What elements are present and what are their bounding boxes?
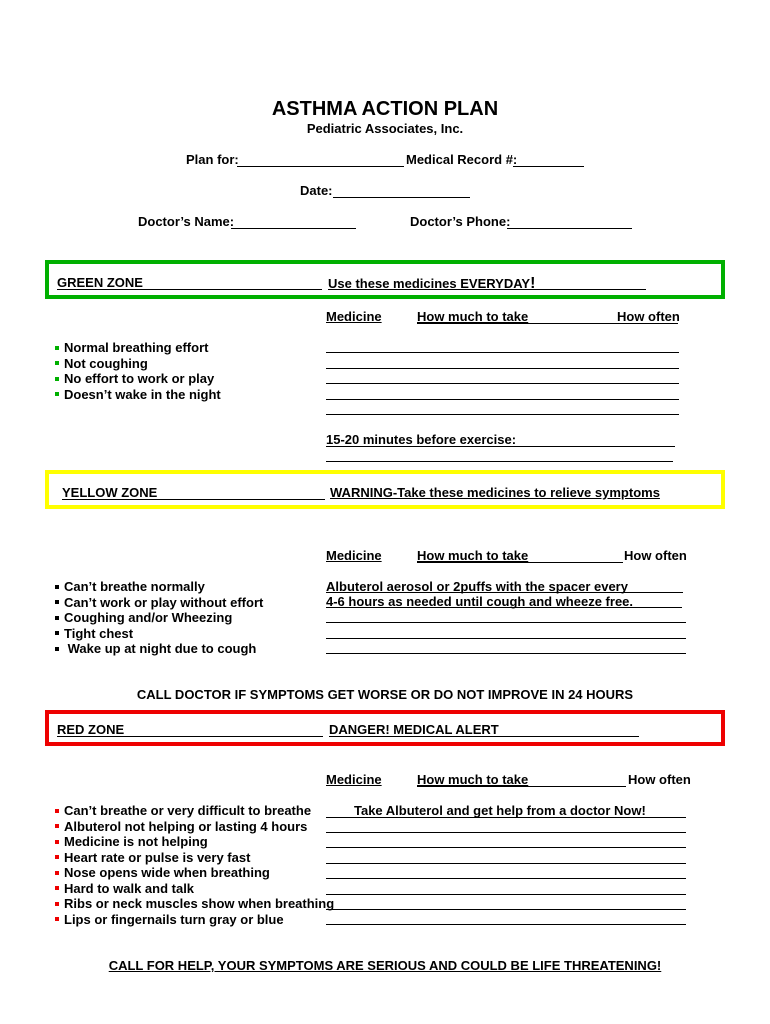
bullet-icon xyxy=(55,361,59,365)
red-med-line[interactable] xyxy=(326,847,686,848)
bullet-icon xyxy=(55,917,59,921)
red-symptom-text: Heart rate or pulse is very fast xyxy=(64,849,251,865)
red-med-line[interactable] xyxy=(326,909,686,910)
yellow-med-line[interactable] xyxy=(326,653,686,654)
green-symptom-text: No effort to work or play xyxy=(64,371,215,386)
doctor-name-label: Doctor’s Name: xyxy=(138,214,235,229)
red-symptom-item xyxy=(55,865,270,880)
yellow-zone-label-underline xyxy=(62,499,325,500)
red-zone-label-underline xyxy=(57,736,323,737)
red-col-medicine: Medicine xyxy=(326,772,382,787)
green-zone-instruction-underline xyxy=(328,289,646,290)
yellow-symptom-text: Wake up at night due to cough xyxy=(64,641,257,656)
red-zone-label: RED ZONE xyxy=(57,722,125,737)
yellow-med-line[interactable] xyxy=(326,638,686,639)
yellow-med-line-2: 4-6 hours as needed until cough and wheeze free. xyxy=(326,594,634,609)
green-symptom-item xyxy=(55,340,208,355)
yellow-symptom-item xyxy=(55,641,256,656)
doctor-phone-field[interactable] xyxy=(507,228,632,229)
red-symptom-text: Albuterol not helping or lasting 4 hours xyxy=(64,818,308,834)
red-col-how-often: How often xyxy=(628,772,691,787)
bullet-icon xyxy=(55,616,59,620)
red-symptom-item xyxy=(55,896,334,911)
yellow-zone-label: YELLOW ZONE xyxy=(62,485,158,500)
red-symptom-item xyxy=(55,850,250,865)
yellow-symptom-text: Tight chest xyxy=(64,625,134,641)
red-med-line[interactable] xyxy=(326,863,686,864)
red-med-line[interactable] xyxy=(326,924,686,925)
doctor-phone-label: Doctor’s Phone: xyxy=(410,214,511,229)
bullet-icon xyxy=(55,886,59,890)
green-symptom-text: Doesn’t wake in the night xyxy=(64,386,221,402)
bullet-icon xyxy=(55,392,59,396)
red-symptom-item xyxy=(55,912,284,927)
red-med-line[interactable] xyxy=(326,878,686,879)
bullet-icon xyxy=(55,346,59,350)
yellow-med-line-2-underline[interactable] xyxy=(326,607,682,608)
page-title: ASTHMA ACTION PLAN xyxy=(271,98,499,120)
yellow-med-line[interactable] xyxy=(326,622,686,623)
red-col-how-much: How much to take xyxy=(417,772,529,787)
medical-record-field[interactable] xyxy=(513,166,584,167)
green-col-medicine: Medicine xyxy=(326,309,382,324)
red-zone-instruction-underline xyxy=(329,736,639,737)
green-symptom-item xyxy=(55,387,221,402)
yellow-col-how-often: How often xyxy=(624,548,687,563)
red-symptom-text: Ribs or neck muscles show when breathing xyxy=(64,896,335,911)
yellow-zone-instruction: WARNING-Take these medicines to relieve symptoms xyxy=(330,485,660,500)
plan-for-field[interactable] xyxy=(237,166,404,167)
yellow-symptom-item xyxy=(55,579,205,594)
bullet-icon xyxy=(55,855,59,859)
bullet-icon xyxy=(55,647,59,651)
red-med-line[interactable] xyxy=(326,894,686,895)
date-label: Date: xyxy=(300,183,333,198)
red-med-line-1-underline[interactable] xyxy=(326,817,686,818)
bullet-icon xyxy=(55,871,59,875)
green-col-how-often: How often xyxy=(617,309,680,324)
yellow-symptom-text: Can’t work or play without effort xyxy=(64,594,264,610)
green-med-line[interactable] xyxy=(326,383,679,384)
bullet-icon xyxy=(55,902,59,906)
bullet-icon xyxy=(55,631,59,635)
call-doctor-notice: CALL DOCTOR IF SYMPTOMS GET WORSE OR DO NOT IMPROVE IN 24 HOURS xyxy=(136,687,634,702)
green-symptom-text: Not coughing xyxy=(64,355,148,371)
yellow-symptom-text: Coughing and/or Wheezing xyxy=(64,610,233,625)
green-col-how-much: How much to take xyxy=(417,309,529,324)
red-symptom-text: Medicine is not helping xyxy=(64,834,208,849)
red-med-line-1: Take Albuterol and get help from a doctor Now! xyxy=(354,803,646,818)
green-symptom-text: Normal breathing effort xyxy=(64,340,209,355)
yellow-symptom-text: Can’t breathe normally xyxy=(64,579,205,594)
date-field[interactable] xyxy=(333,197,470,198)
red-symptom-item xyxy=(55,834,208,849)
red-med-line[interactable] xyxy=(326,832,686,833)
yellow-col-medicine: Medicine xyxy=(326,548,382,563)
yellow-symptom-item xyxy=(55,610,232,625)
bullet-icon xyxy=(55,824,59,828)
yellow-med-line-1: Albuterol aerosol or 2puffs with the spacer every xyxy=(326,579,628,594)
bullet-icon xyxy=(55,585,59,589)
yellow-symptom-item xyxy=(55,595,263,610)
plan-for-label: Plan for: xyxy=(186,152,239,167)
exercise-line[interactable] xyxy=(326,446,675,447)
green-zone-label: GREEN ZONE xyxy=(57,275,143,290)
red-symptom-text: Lips or fingernails turn gray or blue xyxy=(64,911,284,927)
red-symptom-text: Can’t breathe or very difficult to breathe xyxy=(64,803,312,818)
red-symptom-item xyxy=(55,881,194,896)
bullet-icon xyxy=(55,840,59,844)
red-symptom-item xyxy=(55,803,311,818)
exercise-label: 15-20 minutes before exercise: xyxy=(326,432,517,447)
green-med-line[interactable] xyxy=(326,368,679,369)
green-med-line[interactable] xyxy=(326,352,679,353)
red-symptom-text: Hard to walk and talk xyxy=(64,880,195,896)
green-med-line[interactable] xyxy=(326,399,679,400)
red-col-underline xyxy=(417,786,626,787)
bullet-icon xyxy=(55,377,59,381)
bullet-icon xyxy=(55,809,59,813)
green-symptom-item xyxy=(55,356,148,371)
call-for-help-notice: CALL FOR HELP, YOUR SYMPTOMS ARE SERIOUS AND COULD BE LIFE THREATENING! xyxy=(108,958,662,973)
yellow-med-line-1-underline[interactable] xyxy=(326,592,683,593)
yellow-col-how-much: How much to take xyxy=(417,548,529,563)
medical-record-label: Medical Record #: xyxy=(406,152,518,167)
exercise-line-2[interactable] xyxy=(326,461,673,462)
bullet-icon xyxy=(55,600,59,604)
practice-name: Pediatric Associates, Inc. xyxy=(306,121,464,136)
green-zone-instruction: Use these medicines EVERYDAY! xyxy=(328,275,536,292)
green-symptom-item xyxy=(55,371,214,386)
red-zone-instruction: DANGER! MEDICAL ALERT xyxy=(329,722,499,737)
yellow-symptom-item xyxy=(55,626,133,641)
red-symptom-item xyxy=(55,819,307,834)
yellow-col-underline xyxy=(417,562,623,563)
green-zone-label-underline xyxy=(57,289,322,290)
doctor-name-field[interactable] xyxy=(231,228,356,229)
green-med-line[interactable] xyxy=(326,414,679,415)
red-symptom-text: Nose opens wide when breathing xyxy=(64,865,270,880)
